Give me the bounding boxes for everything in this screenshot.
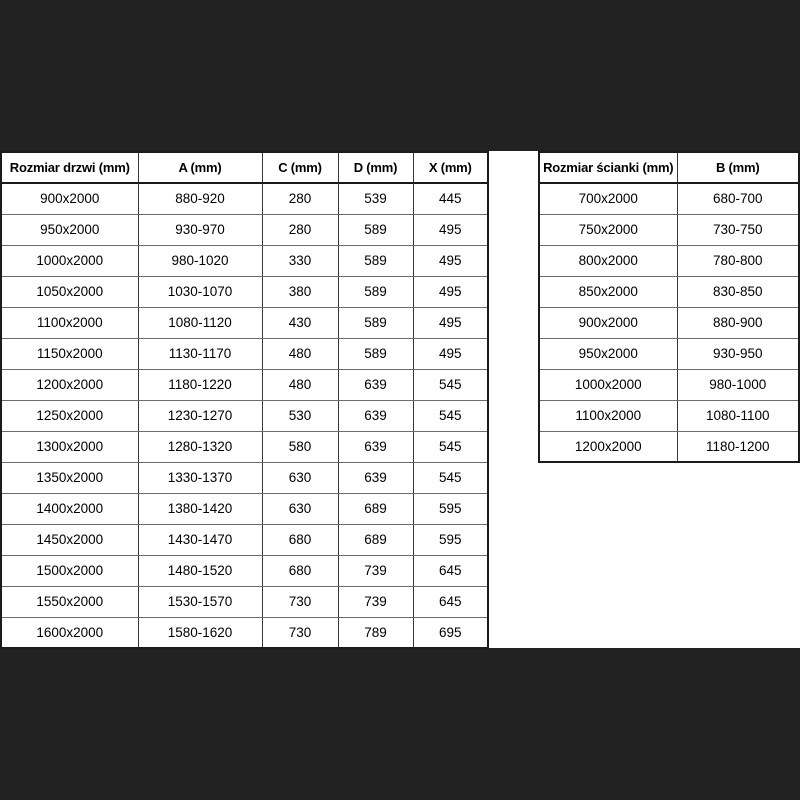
table-row [1, 183, 488, 214]
table-cell: 495 [413, 214, 488, 245]
table-row [1, 400, 488, 431]
table-row [539, 338, 799, 369]
table-cell: 1400x2000 [1, 493, 138, 524]
table-cell: 1030-1070 [138, 276, 262, 307]
table-cell: 980-1000 [677, 369, 799, 400]
column-header: D (mm) [338, 152, 413, 183]
table-cell: 589 [338, 307, 413, 338]
table-cell: 280 [262, 183, 338, 214]
table-row [539, 431, 799, 462]
column-header: A (mm) [138, 152, 262, 183]
table-cell: 545 [413, 400, 488, 431]
table-cell: 1150x2000 [1, 338, 138, 369]
table-cell: 530 [262, 400, 338, 431]
table-cell: 545 [413, 462, 488, 493]
table-cell: 730-750 [677, 214, 799, 245]
table-row [539, 307, 799, 338]
column-header: B (mm) [677, 152, 799, 183]
table-cell: 739 [338, 586, 413, 617]
header-row [1, 152, 488, 183]
table-row [1, 586, 488, 617]
table-cell: 1130-1170 [138, 338, 262, 369]
table-cell: 730 [262, 586, 338, 617]
table-cell: 680-700 [677, 183, 799, 214]
table-cell: 1250x2000 [1, 400, 138, 431]
table-row [539, 183, 799, 214]
table-cell: 739 [338, 555, 413, 586]
table-row [1, 431, 488, 462]
table-row [1, 462, 488, 493]
table-cell: 430 [262, 307, 338, 338]
table-cell: 1550x2000 [1, 586, 138, 617]
table-row [1, 369, 488, 400]
table-row [1, 555, 488, 586]
table-cell: 850x2000 [539, 276, 677, 307]
table-row [1, 245, 488, 276]
table-cell: 980-1020 [138, 245, 262, 276]
table-cell: 1180-1220 [138, 369, 262, 400]
column-header: Rozmiar ścianki (mm) [539, 152, 677, 183]
table-cell: 589 [338, 338, 413, 369]
table-cell: 1050x2000 [1, 276, 138, 307]
table-cell: 380 [262, 276, 338, 307]
table-cell: 1230-1270 [138, 400, 262, 431]
table-cell: 1480-1520 [138, 555, 262, 586]
table-row [1, 276, 488, 307]
table-cell: 630 [262, 493, 338, 524]
table-cell: 900x2000 [539, 307, 677, 338]
table-cell: 1600x2000 [1, 617, 138, 648]
table-cell: 495 [413, 276, 488, 307]
table-cell: 545 [413, 431, 488, 462]
table-row [1, 493, 488, 524]
table-row [539, 276, 799, 307]
table-cell: 689 [338, 493, 413, 524]
table-cell: 589 [338, 214, 413, 245]
table-cell: 1300x2000 [1, 431, 138, 462]
table-cell: 750x2000 [539, 214, 677, 245]
table-cell: 445 [413, 183, 488, 214]
table-row [539, 369, 799, 400]
table-cell: 1330-1370 [138, 462, 262, 493]
table-cell: 639 [338, 369, 413, 400]
table-cell: 1000x2000 [1, 245, 138, 276]
table-cell: 1500x2000 [1, 555, 138, 586]
column-header: C (mm) [262, 152, 338, 183]
table-cell: 1200x2000 [1, 369, 138, 400]
table-cell: 1100x2000 [539, 400, 677, 431]
table-cell: 495 [413, 307, 488, 338]
table-cell: 950x2000 [1, 214, 138, 245]
table-cell: 880-900 [677, 307, 799, 338]
table-row [1, 214, 488, 245]
table-cell: 495 [413, 245, 488, 276]
table-cell: 595 [413, 524, 488, 555]
table-cell: 1080-1100 [677, 400, 799, 431]
table-cell: 280 [262, 214, 338, 245]
table-cell: 780-800 [677, 245, 799, 276]
table-cell: 580 [262, 431, 338, 462]
table-cell: 645 [413, 555, 488, 586]
door-size-table [0, 151, 489, 649]
table-row [539, 245, 799, 276]
table-cell: 830-850 [677, 276, 799, 307]
table-row [1, 617, 488, 648]
table-cell: 1580-1620 [138, 617, 262, 648]
header-row [539, 152, 799, 183]
table-cell: 930-970 [138, 214, 262, 245]
table-cell: 730 [262, 617, 338, 648]
table-row [1, 338, 488, 369]
table-cell: 680 [262, 524, 338, 555]
table-cell: 695 [413, 617, 488, 648]
table-cell: 539 [338, 183, 413, 214]
table-cell: 545 [413, 369, 488, 400]
table-cell: 639 [338, 431, 413, 462]
table-cell: 639 [338, 400, 413, 431]
table-cell: 789 [338, 617, 413, 648]
table-cell: 930-950 [677, 338, 799, 369]
size-tables-panel [0, 151, 800, 648]
table-cell: 1280-1320 [138, 431, 262, 462]
table-cell: 1380-1420 [138, 493, 262, 524]
table-row [539, 400, 799, 431]
table-cell: 1450x2000 [1, 524, 138, 555]
table-cell: 950x2000 [539, 338, 677, 369]
table-cell: 1080-1120 [138, 307, 262, 338]
table-cell: 589 [338, 276, 413, 307]
table-cell: 589 [338, 245, 413, 276]
table-cell: 1180-1200 [677, 431, 799, 462]
table-cell: 1350x2000 [1, 462, 138, 493]
table-cell: 595 [413, 493, 488, 524]
column-header: Rozmiar drzwi (mm) [1, 152, 138, 183]
table-cell: 630 [262, 462, 338, 493]
table-cell: 800x2000 [539, 245, 677, 276]
table-cell: 1000x2000 [539, 369, 677, 400]
table-cell: 1530-1570 [138, 586, 262, 617]
table-row [539, 214, 799, 245]
table-cell: 900x2000 [1, 183, 138, 214]
table-cell: 1100x2000 [1, 307, 138, 338]
table-cell: 645 [413, 586, 488, 617]
column-header: X (mm) [413, 152, 488, 183]
table-row [1, 524, 488, 555]
table-cell: 689 [338, 524, 413, 555]
table-cell: 700x2000 [539, 183, 677, 214]
table-cell: 680 [262, 555, 338, 586]
table-cell: 1430-1470 [138, 524, 262, 555]
table-cell: 880-920 [138, 183, 262, 214]
table-cell: 639 [338, 462, 413, 493]
table-cell: 330 [262, 245, 338, 276]
wall-size-table [538, 151, 800, 463]
table-cell: 480 [262, 338, 338, 369]
table-cell: 1200x2000 [539, 431, 677, 462]
table-row [1, 307, 488, 338]
table-cell: 495 [413, 338, 488, 369]
table-cell: 480 [262, 369, 338, 400]
